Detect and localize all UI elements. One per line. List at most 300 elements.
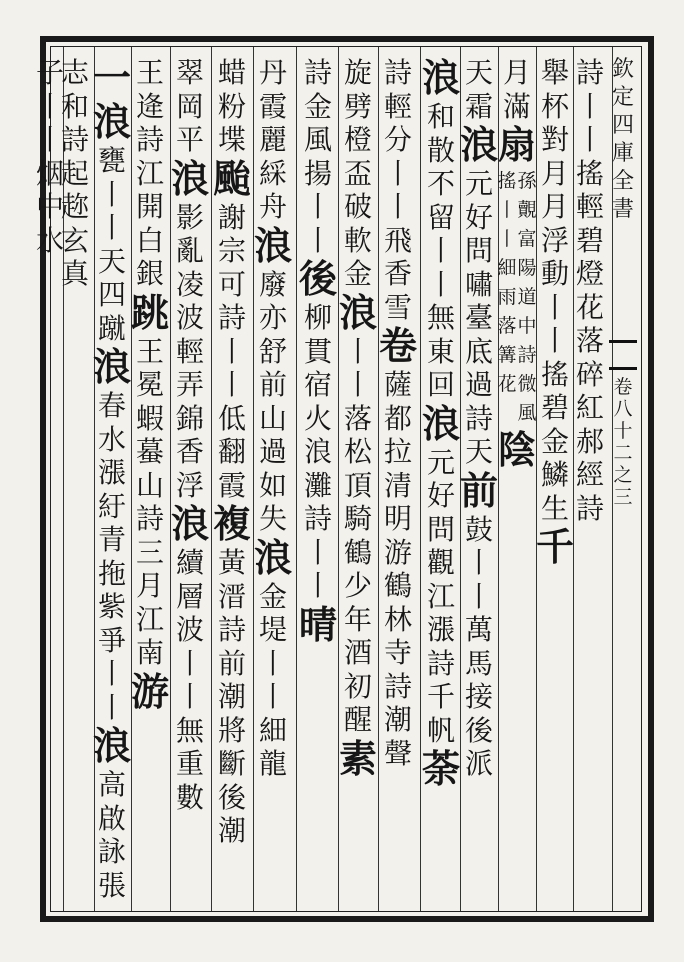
glyph: 輕	[575, 190, 604, 223]
glyph: 碧	[540, 391, 569, 424]
headword-glyph: 游	[130, 668, 169, 714]
glyph: 生	[540, 491, 569, 525]
glyph: 志	[60, 56, 89, 89]
text-run	[304, 56, 332, 257]
glyph: 少	[343, 569, 372, 602]
glyph: 蹴	[97, 311, 126, 345]
glyph: 觀	[426, 546, 455, 579]
glyph: 玄	[60, 223, 89, 257]
text-run	[503, 56, 531, 123]
glyph: 柳	[303, 301, 332, 334]
glyph: 千	[426, 680, 455, 713]
text-column-4	[459, 56, 499, 908]
glyph: 堤	[258, 613, 287, 646]
glyph: 問	[464, 234, 493, 267]
glyph: 丨	[303, 223, 332, 257]
headword	[498, 428, 536, 472]
glyph: 浮	[540, 223, 569, 257]
glyph: 碎	[575, 357, 604, 391]
glyph: 都	[383, 401, 412, 435]
glyph: 東	[426, 334, 455, 368]
glyph: 詩	[217, 301, 246, 334]
glyph: 詩	[60, 123, 89, 156]
glyph: 旋	[343, 56, 372, 89]
text-column-3	[497, 56, 537, 908]
glyph: 年	[343, 602, 372, 636]
headword	[339, 291, 377, 335]
glyph: 丨	[383, 190, 412, 223]
glyph: 趂	[60, 190, 89, 223]
glyph: 丹	[258, 56, 287, 89]
text-column-8	[298, 56, 338, 908]
glyph: 丨	[343, 334, 372, 368]
glyph: 重	[175, 747, 204, 780]
text-run	[176, 201, 204, 503]
glyph: 高	[97, 768, 126, 801]
glyph: 漲	[97, 456, 126, 489]
headword-glyph: 浪	[170, 155, 209, 201]
glyph: 游	[383, 535, 412, 569]
text-column-9	[253, 56, 293, 908]
glyph: 詩	[383, 669, 412, 703]
glyph: 波	[175, 613, 204, 646]
headword	[379, 324, 417, 368]
glyph: 回	[426, 368, 455, 401]
glyph: 富	[517, 228, 537, 250]
glyph: 碧	[575, 223, 604, 257]
glyph: 白	[135, 223, 164, 257]
glyph: 銀	[135, 257, 164, 290]
glyph: 分	[383, 123, 412, 156]
glyph: 臺	[464, 301, 493, 334]
headword	[422, 747, 460, 791]
glyph: 破	[343, 190, 372, 223]
glyph: 月	[540, 190, 569, 223]
text-column-2	[535, 56, 575, 908]
glyph: 爭	[97, 623, 126, 657]
text-run	[136, 56, 164, 291]
glyph: 接	[464, 680, 493, 713]
glyph: 丨	[35, 89, 64, 123]
text-run	[136, 335, 164, 670]
glyph: 王	[135, 334, 164, 368]
headword	[460, 469, 498, 513]
glyph: 平	[175, 123, 204, 156]
glyph: 丨	[258, 680, 287, 713]
headword-glyph: 晴	[298, 601, 337, 647]
glyph: 子	[35, 56, 64, 89]
glyph: 斷	[217, 747, 246, 780]
glyph: 庫	[611, 141, 634, 166]
glyph: 無	[426, 301, 455, 334]
headword	[460, 123, 498, 167]
glyph: 金	[343, 257, 372, 290]
glyph: 丨	[97, 690, 126, 724]
text-run	[259, 268, 287, 536]
glyph: 甕	[97, 144, 126, 177]
glyph: 低	[217, 401, 246, 435]
glyph: 鶴	[343, 535, 372, 569]
glyph: 丨	[97, 177, 126, 211]
glyph: 詩	[217, 613, 246, 646]
glyph: 元	[426, 445, 455, 479]
text-column-5	[421, 56, 461, 908]
text-run	[465, 167, 493, 469]
text-column-1	[570, 56, 610, 908]
glyph: 層	[175, 579, 204, 613]
glyph: 過	[464, 368, 493, 401]
glyph: 開	[135, 190, 164, 223]
glyph: 詩	[135, 123, 164, 156]
glyph: 細	[497, 257, 517, 279]
headword-glyph: 浪	[92, 344, 131, 389]
glyph: 落	[343, 401, 372, 435]
text-run	[176, 56, 204, 157]
text-run	[218, 56, 246, 157]
glyph: 冕	[135, 368, 164, 401]
glyph: 貫	[303, 334, 332, 368]
glyph: 劈	[343, 89, 372, 123]
glyph: 亂	[175, 234, 204, 267]
glyph: 鶴	[383, 569, 412, 602]
glyph: 中	[35, 190, 64, 223]
glyph: 溍	[217, 579, 246, 613]
glyph: 丨	[540, 324, 569, 357]
headword	[213, 157, 251, 201]
glyph: 丨	[258, 646, 287, 680]
glyph: 丨	[343, 368, 372, 401]
glyph: 丨	[303, 569, 332, 602]
text-run	[218, 546, 246, 848]
headword-glyph: 前	[459, 467, 498, 513]
glyph: 搖	[497, 170, 517, 192]
glyph: 如	[258, 468, 287, 502]
glyph: 浮	[175, 468, 204, 502]
headword-glyph: 浪	[92, 99, 131, 144]
glyph: 水	[97, 422, 126, 456]
glyph: 之	[613, 464, 633, 486]
glyph: 詩	[303, 56, 332, 89]
glyph: 杯	[540, 89, 569, 123]
text-run	[465, 56, 493, 123]
headword-glyph: 一	[92, 56, 131, 100]
glyph: 黃	[217, 546, 246, 579]
margin-volume	[613, 376, 632, 508]
text-column-12	[130, 56, 170, 908]
glyph: 丨	[575, 89, 604, 123]
glyph: 丨	[97, 657, 126, 690]
text-column-10	[212, 56, 252, 908]
glyph: 金	[540, 424, 569, 458]
glyph: 燈	[575, 257, 604, 290]
glyph: 漲	[426, 613, 455, 646]
glyph: 香	[383, 257, 412, 290]
glyph: 派	[464, 747, 493, 780]
headword	[254, 224, 292, 268]
glyph: 丨	[540, 290, 569, 324]
glyph: 丨	[175, 680, 204, 713]
headword-glyph: 浪	[459, 122, 498, 167]
glyph: 丨	[303, 535, 332, 569]
glyph: 紅	[575, 391, 604, 424]
glyph: 亦	[258, 301, 287, 334]
glyph: 動	[540, 257, 569, 290]
glyph: 丨	[35, 123, 64, 156]
glyph: 龍	[258, 747, 287, 780]
glyph: 後	[464, 713, 493, 747]
headword-glyph: 跳	[130, 289, 169, 335]
glyph: 詠	[97, 835, 126, 868]
glyph: 經	[575, 458, 604, 491]
glyph: 松	[343, 435, 372, 468]
headword-glyph: 颱	[212, 155, 251, 201]
glyph: 續	[175, 546, 204, 579]
headword-glyph: 浪	[170, 501, 209, 546]
glyph: 將	[217, 713, 246, 747]
glyph: 二	[613, 442, 633, 464]
glyph: 揚	[303, 156, 332, 190]
glyph: 明	[383, 502, 412, 535]
text-column-11	[170, 56, 210, 908]
glyph: 好	[426, 479, 455, 512]
headword-glyph: 陰	[497, 427, 536, 472]
glyph: 舒	[258, 334, 287, 368]
glyph: 鼓	[464, 512, 493, 546]
glyph: 翻	[217, 435, 246, 468]
glyph: 霞	[217, 468, 246, 502]
glyph: 天	[97, 244, 126, 278]
headword	[93, 56, 131, 100]
glyph: 蟇	[135, 435, 164, 468]
glyph: 山	[135, 468, 164, 502]
glyph: 聲	[383, 736, 412, 770]
headword-glyph: 浪	[338, 289, 377, 335]
glyph: 宿	[303, 368, 332, 401]
glyph: 詩	[383, 56, 412, 89]
glyph: 孫	[517, 170, 537, 192]
text-run	[344, 335, 372, 737]
text-run	[344, 56, 372, 291]
glyph: 舉	[540, 56, 569, 89]
glyph: 丨	[497, 199, 517, 221]
text-run	[98, 144, 126, 345]
headword-glyph: 荼	[421, 746, 460, 791]
glyph: 詩	[135, 502, 164, 535]
glyph: 萬	[464, 613, 493, 646]
text-column-13	[92, 56, 132, 908]
glyph: 丨	[464, 546, 493, 579]
glyph: 醒	[343, 703, 372, 736]
glyph: 真	[60, 257, 89, 290]
glyph: 潮	[383, 703, 412, 736]
glyph: 詩	[303, 502, 332, 535]
glyph: 郝	[575, 424, 604, 458]
glyph: 紆	[97, 489, 126, 523]
glyph: 月	[540, 156, 569, 190]
text-run	[98, 768, 126, 902]
headword	[299, 257, 337, 301]
text-run	[427, 446, 455, 748]
glyph: 頂	[343, 468, 372, 502]
glyph: 廢	[258, 267, 287, 301]
glyph: 元	[464, 167, 493, 200]
glyph: 定	[611, 85, 634, 110]
text-run	[98, 389, 126, 724]
glyph: 逄	[135, 89, 164, 123]
headword	[536, 525, 574, 569]
glyph: 中	[517, 315, 537, 337]
glyph: 江	[135, 602, 164, 636]
glyph: 卷	[613, 376, 633, 398]
text-run	[576, 56, 604, 525]
glyph: 潮	[217, 680, 246, 713]
glyph: 三	[613, 486, 633, 508]
headword	[422, 56, 460, 100]
glyph: 舟	[258, 190, 287, 223]
glyph: 前	[258, 368, 287, 401]
glyph: 覿	[517, 199, 537, 221]
glyph: 弄	[175, 368, 204, 401]
glyph: 詩	[575, 491, 604, 525]
glyph: 全	[611, 169, 634, 194]
glyph: 張	[97, 868, 126, 902]
headword	[171, 502, 209, 546]
glyph: 薩	[383, 368, 412, 401]
glyph: 篝	[497, 344, 517, 366]
text-run	[218, 201, 246, 503]
glyph: 火	[303, 401, 332, 435]
glyph: 落	[575, 324, 604, 357]
headword	[254, 536, 292, 580]
glyph: 金	[303, 89, 332, 123]
glyph: 雨	[497, 286, 517, 308]
glyph: 王	[135, 56, 164, 89]
glyph: 三	[135, 535, 164, 569]
text-run	[176, 546, 204, 814]
glyph: 無	[175, 713, 204, 747]
glyph: 橙	[343, 123, 372, 156]
glyph: 丨	[426, 234, 455, 267]
margin-title	[612, 56, 634, 224]
text-run	[259, 56, 287, 224]
text-column-7	[338, 56, 378, 908]
glyph: 搖	[540, 357, 569, 391]
glyph: 天	[464, 435, 493, 468]
glyph: 波	[175, 301, 204, 334]
glyph: 散	[426, 133, 455, 167]
glyph: 山	[258, 401, 287, 435]
column-rule	[296, 47, 297, 911]
glyph: 月	[502, 56, 531, 89]
glyph: 花	[575, 290, 604, 324]
glyph: 失	[258, 502, 287, 535]
glyph: 對	[540, 123, 569, 156]
glyph: 問	[426, 512, 455, 546]
glyph: 陽	[517, 257, 537, 279]
glyph: 丨	[217, 334, 246, 368]
glyph: 詩	[575, 56, 604, 89]
glyph: 風	[517, 402, 537, 424]
glyph: 啟	[97, 801, 126, 835]
fishtail-mark	[609, 340, 637, 370]
glyph: 綵	[258, 156, 287, 190]
glyph: 丨	[575, 123, 604, 156]
glyph: 十	[613, 420, 633, 442]
glyph: 謝	[217, 200, 246, 234]
headword-glyph: 卷	[378, 323, 417, 368]
glyph: 風	[303, 123, 332, 156]
headword-glyph: 浪	[421, 400, 460, 446]
glyph: 清	[383, 468, 412, 502]
glyph: 過	[258, 435, 287, 468]
glyph: 嘯	[464, 267, 493, 301]
glyph: 霞	[258, 89, 287, 123]
glyph: 拖	[97, 556, 126, 590]
text-run	[304, 301, 332, 603]
glyph: 拉	[383, 435, 412, 468]
glyph: 帆	[426, 713, 455, 747]
headword	[422, 402, 460, 446]
glyph: 鱗	[540, 458, 569, 491]
glyph	[498, 399, 517, 428]
glyph: 丨	[464, 579, 493, 613]
headword-glyph: 複	[212, 501, 251, 546]
glyph: 詩	[426, 646, 455, 680]
glyph: 和	[426, 100, 455, 133]
glyph: 搖	[575, 156, 604, 190]
text-run	[541, 56, 569, 525]
glyph: 留	[426, 200, 455, 234]
glyph: 書	[611, 197, 634, 222]
text-run	[384, 368, 412, 770]
glyph: 丨	[217, 368, 246, 401]
glyph: 輕	[383, 89, 412, 123]
glyph: 天	[464, 56, 493, 89]
glyph: 灘	[303, 468, 332, 502]
glyph: 不	[426, 167, 455, 200]
glyph: 麗	[258, 123, 287, 156]
glyph: 初	[343, 669, 372, 703]
glyph: 潮	[217, 814, 246, 847]
glyph: 道	[517, 286, 537, 308]
text-run	[465, 513, 493, 781]
glyph: 四	[97, 278, 126, 311]
text-run	[259, 580, 287, 781]
headword-glyph: 扇	[497, 122, 536, 167]
headword-glyph: 素	[338, 735, 377, 781]
headword-glyph: 浪	[92, 723, 131, 768]
glyph: 蜡	[217, 56, 246, 89]
glyph: 落	[497, 315, 517, 337]
glyph: 宗	[217, 234, 246, 267]
glyph: 林	[383, 602, 412, 636]
glyph: 好	[464, 200, 493, 234]
glyph: 欽	[611, 57, 634, 82]
headword	[93, 724, 131, 768]
margin-column	[606, 56, 640, 908]
glyph: 和	[60, 89, 89, 123]
headword-glyph: 浪	[421, 56, 460, 100]
glyph: 影	[175, 200, 204, 234]
glyph: 烟	[35, 156, 64, 190]
glyph: 水	[35, 223, 64, 257]
glyph: 飛	[383, 223, 412, 257]
headword	[213, 502, 251, 546]
glyph: 粉	[217, 89, 246, 123]
glyph: 錦	[175, 401, 204, 435]
glyph: 滿	[502, 89, 531, 123]
glyph: 騎	[343, 502, 372, 535]
